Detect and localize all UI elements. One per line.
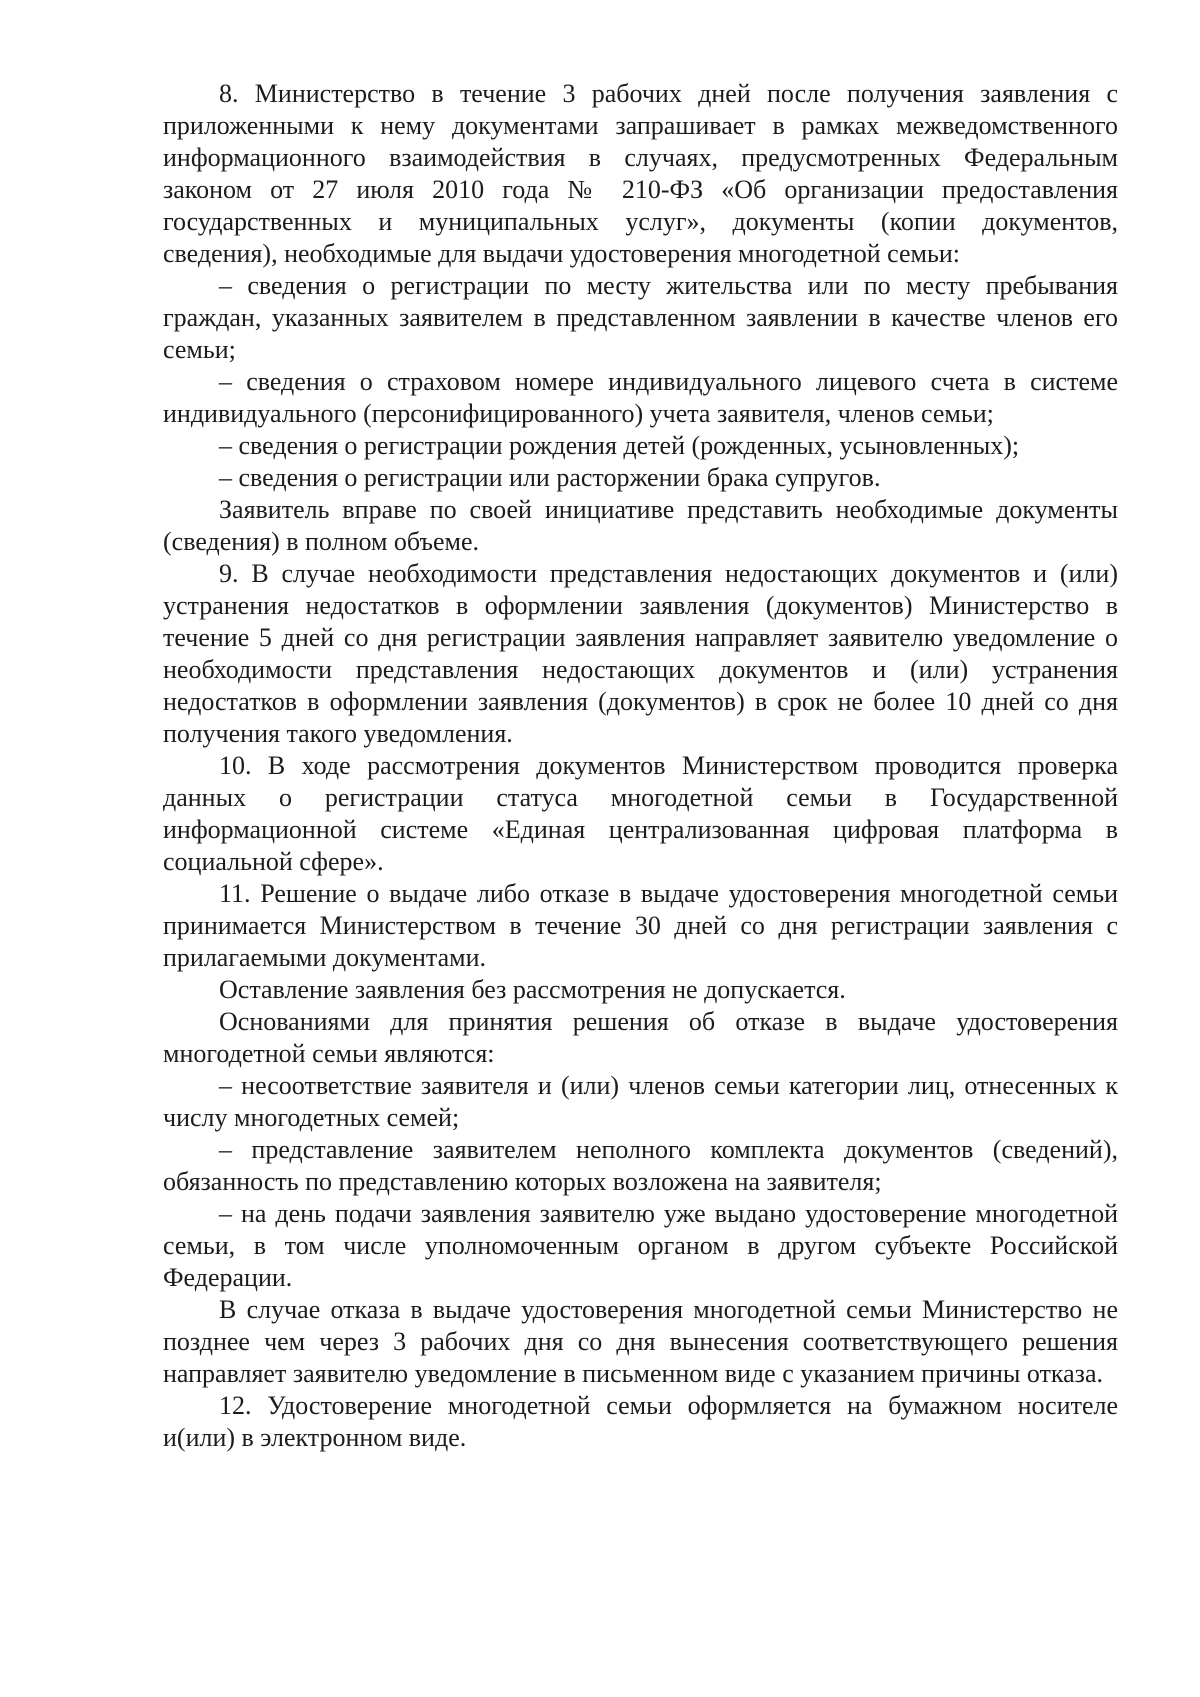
paragraph-refusal-grounds: Основаниями для принятия решения об отказе в выдаче удостоверения многодетной семьи являются:: [163, 1007, 1118, 1068]
paragraph-refusal-notice: В случае отказа в выдаче удостоверения многодетной семьи Министерство не позднее чем через 3 рабочих дня со дня вынесения соответствующего решения направляет заявителю уведомление в письменном виде с указанием причины отказа.: [163, 1295, 1118, 1388]
list-item-category-mismatch: – несоответствие заявителя и (или) членов семьи категории лиц, отнесенных к числу многодетных семей;: [163, 1071, 1118, 1132]
document-body: [163, 78, 1118, 1454]
list-item-marriage-registration: – сведения о регистрации или расторжении брака супругов.: [219, 463, 881, 492]
list-item-birth-registration: – сведения о регистрации рождения детей (рожденных, усыновленных);: [219, 431, 1020, 460]
list-item-insurance-number: – сведения о страховом номере индивидуального лицевого счета в системе индивидуального (персонифицированного) учета заявителя, членов семьи;: [163, 367, 1118, 428]
list-item-residence-registration: – сведения о регистрации по месту жительства или по месту пребывания граждан, указанных заявителем в представленном заявлении в качестве членов его семьи;: [163, 271, 1118, 364]
list-item-incomplete-documents: – представление заявителем неполного комплекта документов (сведений), обязанность по представлению которых возложена на заявителя;: [163, 1135, 1118, 1196]
list-item-already-issued: – на день подачи заявления заявителю уже выдано удостоверение многодетной семьи, в том числе уполномоченным органом в другом субъекте Российской Федерации.: [163, 1199, 1118, 1292]
paragraph-item-9: 9. В случае необходимости представления недостающих документов и (или) устранения недостатков в оформлении заявления (документов) Министерство в течение 5 дней со дня регистрации заявления направляет заявителю уведомление о необходимости представления недостающих документов и (или) устранения недостатков в оформлении заявления (документов) в срок не более 10 дней со дня получения такого уведомления.: [163, 559, 1118, 748]
paragraph-item-11: 11. Решение о выдаче либо отказе в выдаче удостоверения многодетной семьи принимается Министерством в течение 30 дней со дня регистрации заявления с прилагаемыми документами.: [163, 879, 1118, 972]
paragraph-item-10: 10. В ходе рассмотрения документов Министерством проводится проверка данных о регистрации статуса многодетной семьи в Государственной информационной системе «Единая централизованная цифровая платформа в социальной сфере».: [163, 751, 1118, 876]
paragraph-item-12: 12. Удостоверение многодетной семьи оформляется на бумажном носителе и(или) в электронном виде.: [163, 1391, 1118, 1452]
paragraph-no-dismissal: Оставление заявления без рассмотрения не допускается.: [219, 975, 846, 1004]
paragraph-item-8-intro: 8. Министерство в течение 3 рабочих дней после получения заявления с приложенными к нему документами запрашивает в рамках межведомственного информационного взаимодействия в случаях, предусмотренных Федеральным законом от 27 июля 2010 года № 210-ФЗ «Об организации предоставления государственных и муниципальных услуг», документы (копии документов, сведения), необходимые для выдачи удостоверения многодетной семьи:: [163, 79, 1118, 268]
paragraph-applicant-right: Заявитель вправе по своей инициативе представить необходимые документы (сведения) в полном объеме.: [163, 495, 1118, 556]
